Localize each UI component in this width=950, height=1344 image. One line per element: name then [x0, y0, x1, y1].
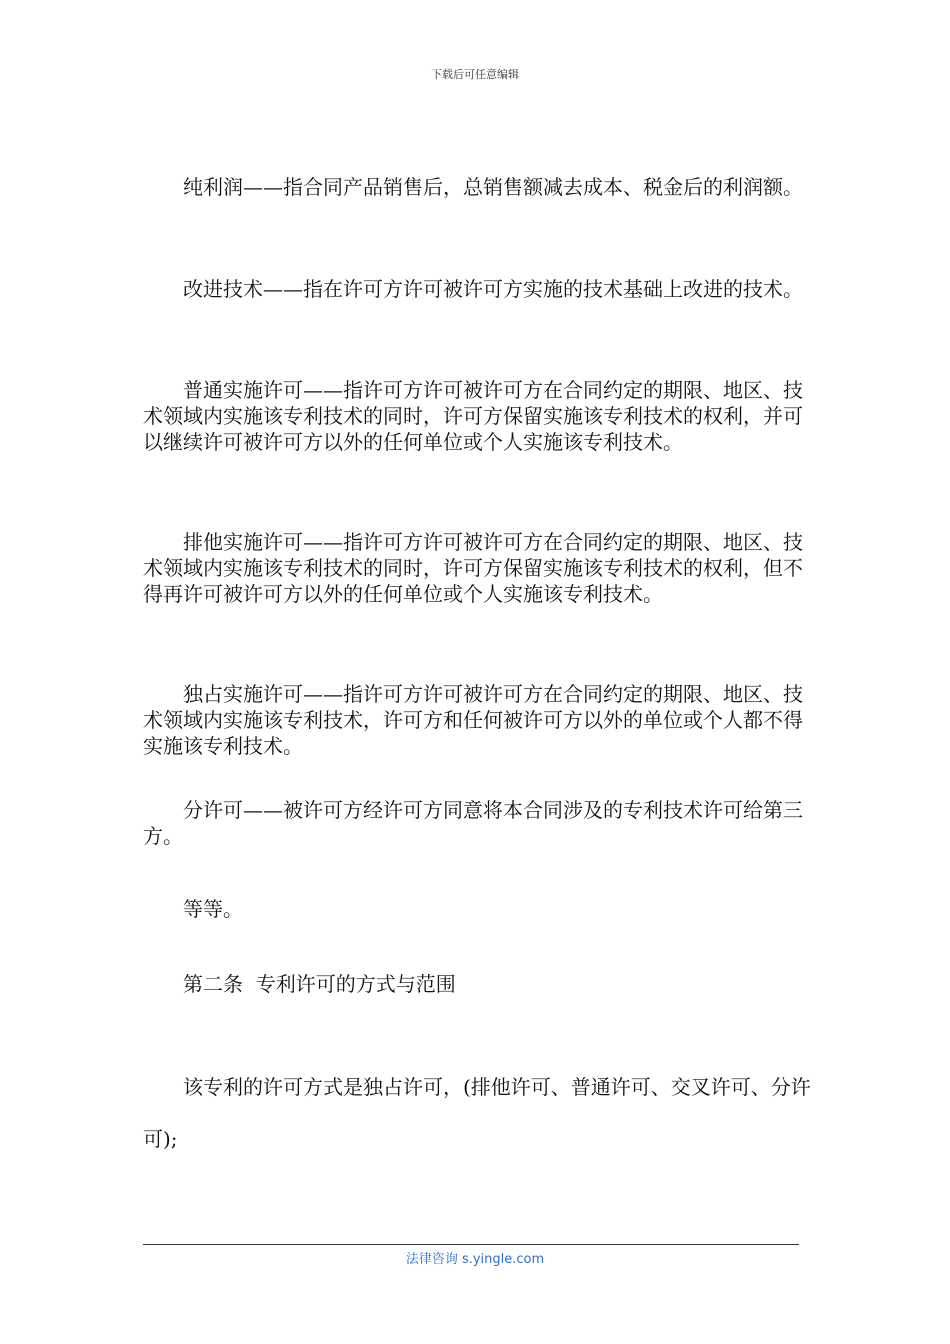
footer-divider: [143, 1244, 799, 1245]
paragraph-etc: 等等。: [183, 897, 243, 921]
paragraph-net-profit: 纯利润——指合同产品销售后，总销售额减去成本、税金后的利润额。: [183, 175, 803, 199]
paragraph-improved-technology: 改进技术——指在许可方许可被许可方实施的技术基础上改进的技术。: [183, 277, 803, 301]
paragraph-license-method: 该专利的许可方式是独占许可，(排他许可、普通许可、交叉许可、分许可);: [143, 1075, 811, 1151]
page-footer-link[interactable]: 法律咨询 s.yingle.com: [405, 1252, 545, 1267]
paragraph-sublicense: 分许可——被许可方经许可方同意将本合同涉及的专利技术许可给第三方。: [143, 798, 803, 848]
paragraph-ordinary-license: 普通实施许可——指许可方许可被许可方在合同约定的期限、地区、技术领域内实施该专利技术的同时，许可方保留实施该专利技术的权利，并可以继续许可被许可方以外的任何单位或个人实施该专利技术。: [143, 378, 803, 454]
article-heading: 第二条 专利许可的方式与范围: [183, 972, 456, 996]
page-header: 下载后可任意编辑: [431, 68, 519, 81]
paragraph-sole-license: 独占实施许可——指许可方许可被许可方在合同约定的期限、地区、技术领域内实施该专利技术，许可方和任何被许可方以外的单位或个人都不得实施该专利技术。: [143, 682, 803, 758]
paragraph-exclusive-license: 排他实施许可——指许可方许可被许可方在合同约定的期限、地区、技术领域内实施该专利技术的同时，许可方保留实施该专利技术的权利，但不得再许可被许可方以外的任何单位或个人实施该专利技术。: [143, 530, 803, 606]
